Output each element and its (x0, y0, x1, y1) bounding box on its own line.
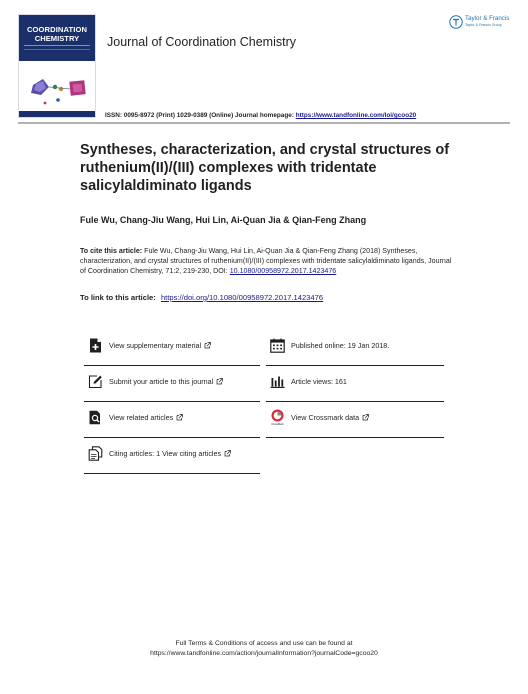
article-doi-link[interactable]: https://doi.org/10.1080/00958972.2017.1423476 (160, 293, 324, 302)
cover-divider (24, 49, 90, 50)
published-online-info (266, 331, 444, 367)
link-label: To link to this article: (80, 293, 156, 302)
citing-articles-button[interactable] (84, 439, 262, 475)
article-views-info (266, 367, 444, 403)
footer-terms-text: Full Terms & Conditions of access and use can be found at (175, 640, 353, 647)
article-views-label: Article views: 161 (291, 377, 347, 386)
cover-footer-band (19, 111, 95, 117)
external-link-icon (362, 414, 369, 421)
supplementary-material-button[interactable] (84, 331, 262, 367)
publisher-logo-icon (449, 15, 463, 29)
crossmark-small-text: CrossMark (271, 423, 284, 426)
issn-text: ISSN: 0095-8972 (Print) 1029-0389 (Online) Journal homepage: (105, 112, 294, 119)
grid-divider (84, 365, 260, 366)
supplementary-label: View supplementary material (109, 341, 211, 350)
external-link-icon (216, 378, 223, 385)
grid-divider (84, 401, 260, 402)
submit-article-button[interactable] (84, 367, 262, 403)
publisher-tagline: Taylor & Francis Group (465, 23, 502, 27)
cover-molecule-image (25, 67, 91, 111)
journal-title[interactable]: Journal of Coordination Chemistry (107, 35, 296, 49)
related-articles-button[interactable] (84, 403, 262, 439)
footer-terms-link[interactable]: https://www.tandfonline.com/action/journalInformation?journalCode=gcoo20 (150, 649, 378, 657)
issn-line (105, 112, 416, 119)
calendar-icon (270, 338, 285, 353)
grid-divider (266, 365, 444, 366)
external-link-icon (224, 450, 231, 457)
bar-chart-icon (270, 374, 285, 389)
article-authors: Fule Wu, Chang-Jiu Wang, Hui Lin, Ai-Quan Jia & Qian-Feng Zhang (80, 215, 367, 225)
related-articles-label: View related articles (109, 413, 183, 422)
related-articles-icon (88, 410, 103, 425)
grid-divider (266, 401, 444, 402)
cover-divider (24, 45, 90, 46)
submit-article-label: Submit your article to this journal (109, 377, 223, 386)
citation-label: To cite this article: (80, 247, 143, 255)
publisher-name: Taylor & Francis (465, 15, 510, 22)
journal-homepage-link[interactable]: https://www.tandfonline.com/loi/gcoo20 (295, 112, 417, 119)
grid-divider (84, 473, 260, 474)
crossmark-icon (270, 409, 285, 426)
citation-block (80, 246, 455, 276)
article-link-line (80, 293, 323, 302)
published-online-label: Published online: 19 Jan 2018. (291, 341, 390, 350)
crossmark-button[interactable] (266, 403, 444, 439)
publisher-logo[interactable] (449, 13, 515, 35)
header-divider (18, 122, 510, 124)
journal-cover[interactable] (18, 14, 96, 118)
citing-articles-icon (88, 446, 103, 461)
article-title: Syntheses, characterization, and crystal structures of ruthenium(II)/(III) complexes with tridentate salicylaldiminato ligands (80, 142, 450, 194)
external-link-icon (204, 342, 211, 349)
cover-title-line2: CHEMISTRY (34, 34, 80, 43)
article-actions-grid (84, 331, 444, 476)
grid-divider (266, 437, 444, 438)
citing-articles-label: Citing articles: 1 View citing articles (109, 449, 231, 458)
citation-text: Fule Wu, Chang-Jiu Wang, Hui Lin, Ai-Quan Jia & Qian-Feng Zhang (2018) Syntheses, characterization, and crystal structures of ruthenium(II)/(III) complexes with tridentate salicylaldiminato ligands, Journal of Coordination Chemistry, 71:2, 219-230, DOI: (80, 247, 452, 275)
citation-doi-link[interactable]: 10.1080/00958972.2017.1423476 (229, 267, 337, 275)
supplementary-file-icon (88, 338, 103, 353)
cover-title-line1: COORDINATION (26, 25, 88, 34)
external-link-icon (176, 414, 183, 421)
edit-pencil-icon (88, 374, 103, 389)
grid-divider (84, 437, 260, 438)
footer (0, 639, 528, 658)
crossmark-label: View Crossmark data (291, 413, 369, 422)
